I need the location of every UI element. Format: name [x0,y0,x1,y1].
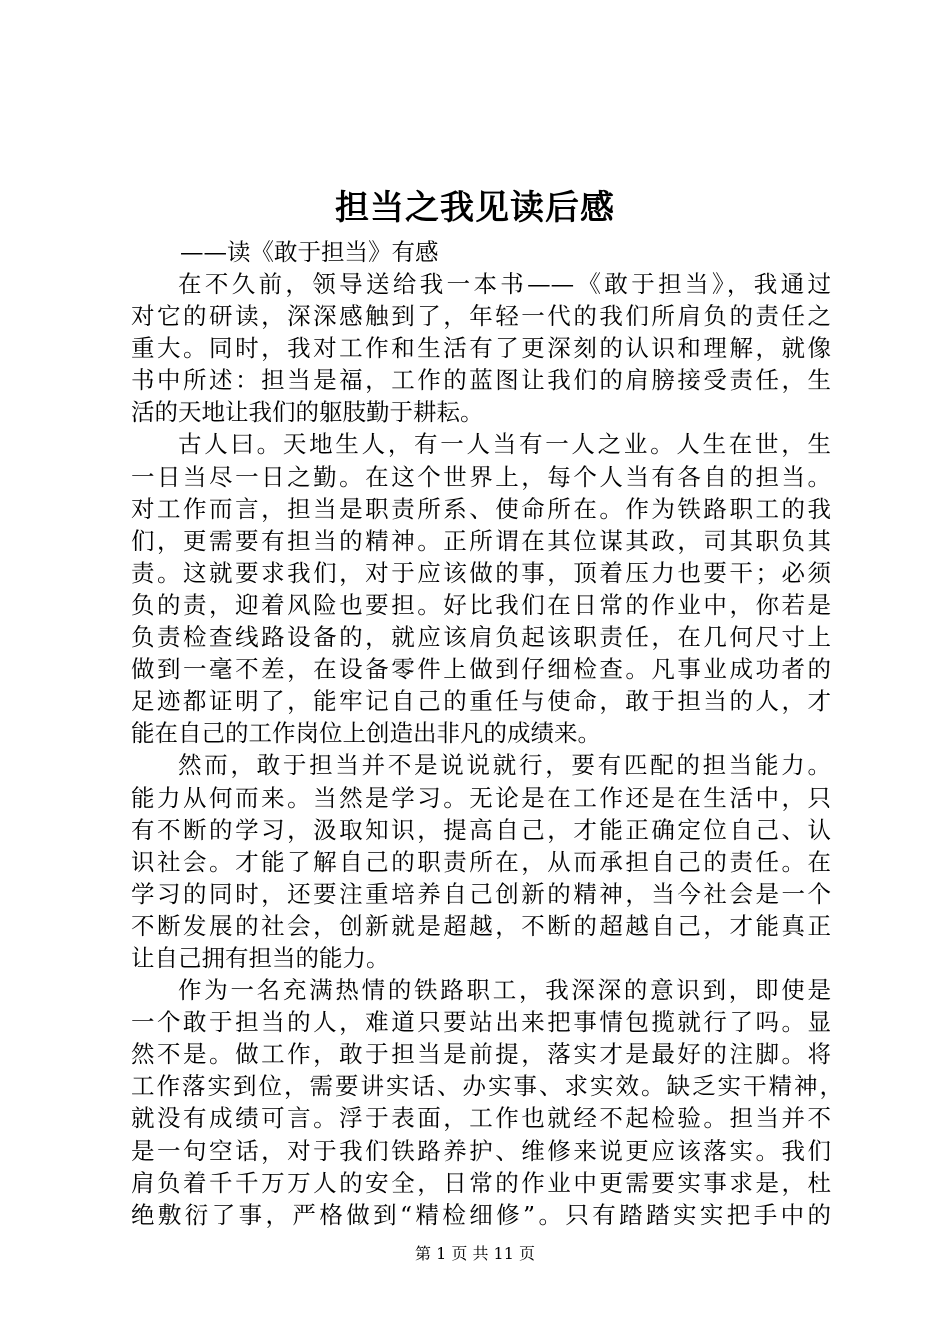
body-text-line: 古人曰。天地生人，有一人当有一人之业。人生在世，生 [178,430,831,459]
body-text-line: 能力从何而来。当然是学习。无论是在工作还是在生活中，只 [131,783,831,812]
body-text-line: 然而，敢于担当并不是说说就行，要有匹配的担当能力。 [178,751,831,780]
body-text-line: 是一句空话，对于我们铁路养护、维修来说更应该落实。我们 [131,1136,831,1165]
body-text-line: 就没有成绩可言。浮于表面，工作也就经不起检验。担当并不 [131,1104,831,1133]
body-text-line: 工作落实到位，需要讲实话、办实事、求实效。缺乏实干精神， [131,1072,843,1101]
body-text-line: 做到一毫不差，在设备零件上做到仔细检查。凡事业成功者的 [131,655,831,684]
body-text-line: 能在自己的工作岗位上创造出非凡的成绩来。 [131,719,601,748]
document-subtitle: ——读《敢于担当》有感 [180,238,439,266]
page-number-footer: 第 1 页 共 11 页 [415,1244,535,1263]
body-text-line: 识社会。才能了解自己的职责所在，从而承担自己的责任。在 [131,847,831,876]
body-text-line: 活的天地让我们的躯肢勤于耕耘。 [131,398,484,427]
body-text-line: 负责检查线路设备的，就应该肩负起该职责任，在几何尺寸上 [131,623,831,652]
body-text-line: 不断发展的社会，创新就是超越，不断的超越自己，才能真正 [131,911,831,940]
body-text-line: 们，更需要有担当的精神。正所谓在其位谋其政，司其职负其 [131,526,831,555]
body-text-line: 对工作而言，担当是职责所系、使命所在。作为铁路职工的我 [131,494,831,523]
body-text-line: 重大。同时，我对工作和生活有了更深刻的认识和理解，就像 [131,334,831,363]
body-text-line: 负的责，迎着风险也要担。好比我们在日常的作业中，你若是 [131,590,831,619]
document-body [131,268,843,1231]
body-text-line: 然不是。做工作，敢于担当是前提，落实才是最好的注脚。将 [131,1040,831,1069]
body-text-line: 书中所述：担当是福，工作的蓝图让我们的肩膀接受责任，生 [131,366,831,395]
body-text-line: 一个敢于担当的人，难道只要站出来把事情包揽就行了吗。显 [131,1008,831,1037]
body-text-line: 足迹都证明了，能牢记自己的重任与使命，敢于担当的人，才 [131,687,831,716]
document-title: 担当之我见读后感 [335,188,615,228]
body-text-line: 学习的同时，还要注重培养自己创新的精神，当今社会是一个 [131,879,831,908]
body-text-line: 作为一名充满热情的铁路职工，我深深的意识到，即使是 [178,976,831,1005]
body-text-line: 绝敷衍了事，严格做到“精检细修”。只有踏踏实实把手中的 [131,1200,831,1229]
body-text-line: 让自己拥有担当的能力。 [131,943,390,972]
body-text-line: 一日当尽一日之勤。在这个世界上，每个人当有各自的担当。 [131,462,831,491]
body-text-line: 责。这就要求我们，对于应该做的事，顶着压力也要干；必须 [131,558,831,587]
body-text-line: 在不久前，领导送给我一本书——《敢于担当》，我通过 [178,270,831,298]
body-text-line: 有不断的学习，汲取知识，提高自己，才能正确定位自己、认 [131,815,831,844]
body-text-line: 肩负着千千万万人的安全，日常的作业中更需要实事求是，杜 [131,1168,831,1197]
body-text-line: 对它的研读，深深感触到了，年轻一代的我们所肩负的责任之 [131,302,831,331]
